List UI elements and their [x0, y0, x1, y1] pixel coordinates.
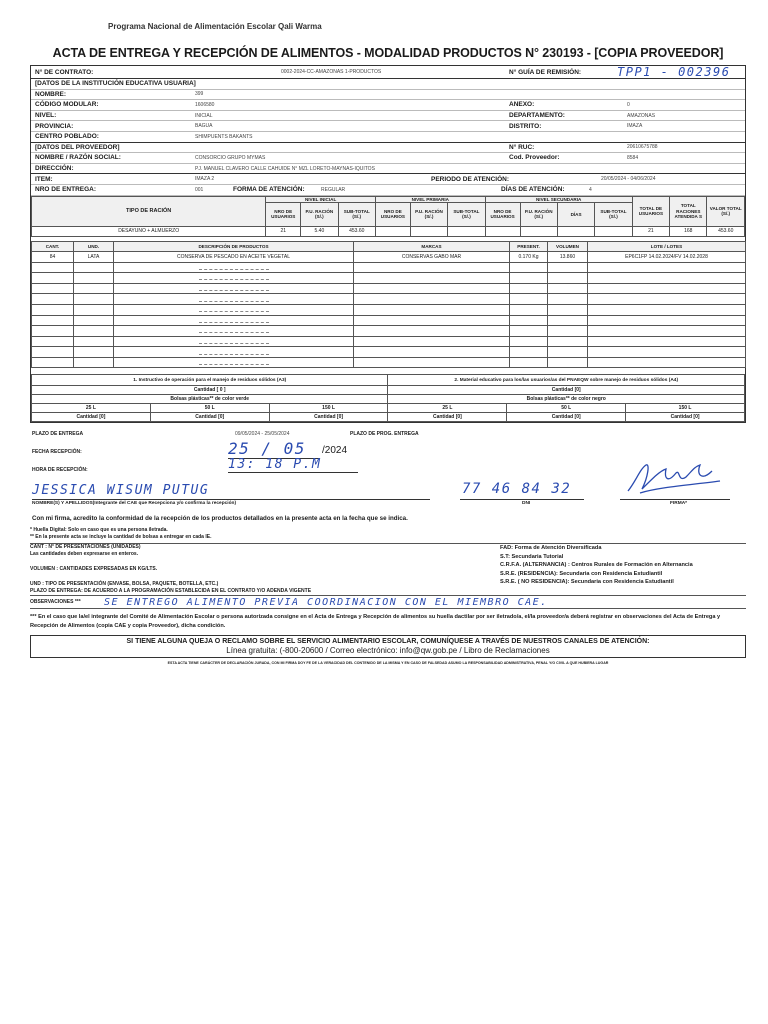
bag-size: 50 L	[150, 404, 269, 413]
note-bags: ** En la presente acta se incluye la cantidad de bolsas a entregar en cada IE.	[30, 534, 212, 541]
empty-cell	[510, 294, 548, 305]
product-cant: 84	[32, 251, 74, 262]
empty-cell	[114, 304, 354, 315]
empty-cell	[588, 273, 746, 284]
bag-amount: Cantidad [0]	[507, 413, 626, 422]
empty-cell	[74, 326, 114, 337]
empty-cell	[548, 283, 588, 294]
name-caption: NOMBRE(S) Y APELLIDOS(Integrante del CAE que Recepciona y/o confirma la recepción)	[32, 501, 237, 507]
instructives-table	[31, 374, 745, 422]
col-present: PRESENT.	[510, 241, 548, 251]
product-und: LATA	[74, 251, 114, 262]
days-label: DÍAS DE ATENCIÓN:	[501, 186, 565, 194]
guide-value: TPP1 - 002396	[617, 65, 731, 79]
dni-caption: DNI	[522, 501, 531, 507]
bag-size: 150 L	[269, 404, 388, 413]
dotted-line	[199, 286, 269, 291]
glossary-right	[500, 544, 746, 595]
gloss-sre-no: S.R.E. ( NO RESIDENCIA): Secundaria con Residencia Estudiantil	[500, 579, 674, 586]
delivery-number-row	[31, 185, 745, 196]
contract-value: 0002-2024-CC-AMAZONAS 1-PRODUCTOS	[281, 69, 382, 75]
dotted-line	[199, 297, 269, 302]
empty-cell	[32, 273, 74, 284]
p-sub-header: SUB-TOTAL (S/.)	[448, 202, 485, 226]
empty-cell	[114, 336, 354, 347]
empty-cell	[588, 347, 746, 358]
empty-cell	[32, 336, 74, 347]
receiver-name: JESSICA WISUM PUTUG	[32, 483, 210, 499]
empty-cell	[74, 273, 114, 284]
dept-label: DEPARTAMENTO:	[509, 112, 565, 120]
instructives-quantity-row	[32, 386, 745, 395]
empty-product-row	[32, 262, 746, 273]
empty-cell	[114, 283, 354, 294]
reception-block	[30, 431, 746, 527]
item-value: IMAZA 2	[195, 176, 215, 183]
observations-label: OBSERVACIONES ***	[30, 599, 81, 606]
empty-product-row	[32, 294, 746, 305]
empty-cell	[74, 347, 114, 358]
empty-product-row	[32, 283, 746, 294]
program-name: Programa Nacional de Alimentación Escolar Qali Warma	[108, 22, 322, 31]
empty-cell	[588, 357, 746, 368]
empty-product-row	[32, 357, 746, 368]
p-users	[375, 226, 410, 236]
level-secondary-header: NIVEL SECUNDARIA	[485, 196, 632, 202]
empty-cell	[32, 304, 74, 315]
complaint-text: SI TIENE ALGUNA QUEJA O RECLAMO SOBRE EL SERVICIO ALIMENTARIO ESCOLAR, COMUNÍQUESE A TRAVÉS DE NUESTROS CANALES DE ATENCIÓN:	[126, 638, 650, 646]
dotted-line	[199, 318, 269, 323]
bag-size: 150 L	[626, 404, 745, 413]
empty-cell	[548, 262, 588, 273]
empty-cell	[114, 294, 354, 305]
empty-cell	[510, 336, 548, 347]
col-cant: CANT.	[32, 241, 74, 251]
empty-cell	[548, 273, 588, 284]
empty-product-row	[32, 273, 746, 284]
level-label: NIVEL:	[35, 112, 57, 120]
dotted-line	[199, 328, 269, 333]
bag-size: 25 L	[32, 404, 151, 413]
gloss-sre: S.R.E. (RESIDENCIA): Secundaria con Residencia Estudiantil	[500, 570, 663, 577]
instructive-right-title: 2. Material educativo para los/las usuarios/as del PNAEQW sobre manejo de residuos sólidos (A4)	[388, 375, 745, 386]
empty-cell	[74, 357, 114, 368]
gloss-cant2: Las cantidades deben expresarse en enteros.	[30, 551, 139, 558]
dotted-line	[199, 360, 269, 365]
year-value: /2024	[322, 445, 348, 457]
p-sub	[448, 226, 485, 236]
p-price	[410, 226, 447, 236]
empty-cell	[354, 283, 510, 294]
provider-section-row	[31, 143, 745, 154]
empty-cell	[74, 304, 114, 315]
dept-value: AMAZONAS	[627, 112, 656, 119]
empty-product-rows	[32, 262, 746, 368]
s-sub	[595, 226, 632, 236]
glossary-block	[30, 543, 746, 595]
products-header-row	[32, 241, 746, 251]
empty-product-row	[32, 347, 746, 358]
code-value: 1606580	[195, 101, 215, 108]
empty-cell	[510, 273, 548, 284]
empty-cell	[548, 315, 588, 326]
level-primary-header: NIVEL PRIMARIA	[375, 196, 485, 202]
address-label: DIRECCIÓN:	[35, 165, 74, 173]
institution-level-row	[31, 111, 745, 122]
empty-cell	[588, 283, 746, 294]
dotted-line	[199, 307, 269, 312]
empty-cell	[548, 326, 588, 337]
empty-cell	[354, 273, 510, 284]
empty-cell	[354, 304, 510, 315]
institution-name-value: 399	[195, 91, 204, 98]
empty-cell	[354, 347, 510, 358]
annex-value: 0	[627, 101, 630, 108]
institution-name-label: NOMBRE:	[35, 90, 67, 98]
i-users: 21	[266, 226, 301, 236]
ration-type: DESAYUNO + ALMUERZO	[32, 226, 266, 236]
dotted-line	[199, 275, 269, 280]
province-label: PROVINCIA:	[35, 122, 74, 130]
town-value: SHIMPUENTS BAKANTS	[195, 133, 253, 140]
bag-amount: Cantidad [0]	[269, 413, 388, 422]
delivery-number-label: NRO DE ENTREGA:	[35, 186, 97, 194]
gloss-fad: FAD: Forma de Atención Diversificada	[500, 545, 602, 552]
dotted-line	[199, 265, 269, 270]
empty-cell	[354, 336, 510, 347]
gloss-crfa: C.R.F.A. (ALTERNANCIA) : Centros Rurales de Formación en Alternancia	[500, 562, 693, 569]
s-price-header: P.U. RACIÓN (S/.)	[520, 202, 557, 226]
empty-cell	[354, 326, 510, 337]
town-label: CENTRO POBLADO:	[35, 133, 99, 141]
empty-cell	[114, 273, 354, 284]
period-label: PERIODO DE ATENCIÓN:	[431, 175, 510, 183]
i-sub-header: SUB-TOTAL (S/.)	[338, 202, 375, 226]
empty-cell	[114, 315, 354, 326]
empty-cell	[32, 315, 74, 326]
instructive-left-qty: Cantidad [ 0 ]	[32, 386, 388, 395]
empty-product-row	[32, 336, 746, 347]
col-desc: DESCRIPCIÓN DE PRODUCTOS	[114, 241, 354, 251]
province-value: BAGUA	[195, 123, 213, 130]
empty-product-row	[32, 315, 746, 326]
empty-cell	[114, 326, 354, 337]
product-volume: 13.860	[548, 251, 588, 262]
empty-cell	[588, 294, 746, 305]
empty-cell	[74, 283, 114, 294]
institution-province-row	[31, 121, 745, 132]
provider-code-label: Cod. Proveedor:	[509, 154, 560, 162]
signature-icon	[620, 457, 724, 501]
empty-cell	[114, 347, 354, 358]
empty-cell	[548, 294, 588, 305]
s-users-header: NRO DE USUARIOS	[485, 202, 520, 226]
provider-address-row	[31, 164, 745, 175]
code-label: CÓDIGO MODULAR:	[35, 101, 99, 109]
empty-cell	[588, 262, 746, 273]
ration-row	[32, 226, 745, 236]
total-users: 21	[632, 226, 669, 236]
form-frame	[30, 65, 746, 423]
observations-value: SE ENTREGO ALIMENTO PREVIA COORDINACION CON EL MIEMBRO CAE.	[104, 596, 548, 608]
i-price: 5.40	[301, 226, 338, 236]
deadline-label: PLAZO DE ENTREGA	[32, 431, 84, 438]
date-label: FECHA RECEPCIÓN:	[32, 449, 82, 456]
empty-cell	[588, 336, 746, 347]
time-value: 13: 18 P.M	[228, 457, 358, 473]
empty-cell	[510, 283, 548, 294]
instructive-left-title: 1. Instructivo de operación para el manejo de residuos sólidos (A3)	[32, 375, 388, 386]
empty-cell	[588, 326, 746, 337]
form-value: REGULAR	[321, 186, 346, 193]
ration-table	[31, 196, 745, 237]
total-rations: 168	[670, 226, 707, 236]
receiver-dni: 77 46 84 32	[462, 481, 572, 498]
empty-cell	[510, 357, 548, 368]
address-value: PJ. MANUEL CLAVERO CALLE CAHUIDE N° MZL LORETO-MAYNAS-IQUITOS	[195, 165, 375, 172]
empty-cell	[588, 315, 746, 326]
institution-section: [DATOS DE LA INSTITUCIÓN EDUCATIVA USUARIA]	[35, 80, 196, 88]
empty-cell	[354, 315, 510, 326]
total-users-header: TOTAL DE USUARIOS	[632, 196, 669, 226]
empty-cell	[32, 326, 74, 337]
value-header: VALOR TOTAL (S/.)	[707, 196, 745, 226]
product-desc: CONSERVA DE PESCADO EN ACEITE VEGETAL	[114, 251, 354, 262]
col-und: UND.	[74, 241, 114, 251]
bag-size: 50 L	[507, 404, 626, 413]
document-page	[30, 22, 746, 665]
empty-cell	[354, 294, 510, 305]
product-brand: CONSERVAS GABO MAR	[354, 251, 510, 262]
provider-code-value: 8584	[627, 154, 639, 161]
gloss-und: UND : TIPO DE PRESENTACIÓN (ENVASE, BOLSA, PAQUETE, BOTELLA, ETC.)	[30, 581, 219, 588]
empty-cell	[548, 304, 588, 315]
empty-cell	[548, 357, 588, 368]
form-label: FORMA DE ATENCIÓN:	[233, 186, 305, 194]
empty-cell	[32, 357, 74, 368]
empty-cell	[114, 357, 354, 368]
ruc-label: N° RUC:	[509, 143, 535, 151]
illiterate-note: *** En el caso que la/el integrante del Comité de Alimentación Escolar o persona autorizada consigne en el Acta de Entrega y Recepción de alimentos su huella dactilar por ser iletrado/a, el/la proveedor/a deberá registrar en observaciones del Acta de Entrega y Recepción de Alimentos (copia CAE y copia Proveedor), dicha condición.	[30, 614, 721, 630]
delivery-item-row	[31, 174, 745, 185]
institution-section-row	[31, 79, 745, 90]
dotted-line	[199, 350, 269, 355]
gloss-cant: CANT : N° DE PRESENTACIONES (UNIDADES)	[30, 544, 141, 551]
conformity-text: Con mi firma, acredito la conformidad de la recepción de los productos detallados en la presente acta en la fecha que se indica.	[32, 515, 408, 523]
empty-cell	[588, 304, 746, 315]
extension-label: PLAZO DE PROG. ENTREGA	[350, 431, 419, 438]
empty-cell	[32, 283, 74, 294]
empty-cell	[510, 262, 548, 273]
guide-label: N° GUÍA DE REMISIÓN:	[509, 68, 582, 76]
i-sub: 453.60	[338, 226, 375, 236]
empty-cell	[32, 262, 74, 273]
level-value: INICIAL	[195, 112, 213, 119]
document-title: ACTA DE ENTREGA Y RECEPCIÓN DE ALIMENTOS - MODALIDAD PRODUCTOS N° 230193 - [COPIA PROVEEDOR]	[52, 46, 724, 60]
legal-note: ESTA ACTA TIENE CARÁCTER DE DECLARACIÓN JURADA, CON MI FIRMA DOY FE DE LA VERACIDAD DEL CONTENIDO DE LA MISMA Y EN CASO DE FALSEDAD ASUMO LA RESPONSABILIDAD ADMINISTRATIVA, PENAL Y/O CIVIL A QUE HUBIERA LUGAR	[167, 661, 609, 666]
i-price-header: P.U. RACIÓN (S/.)	[301, 202, 338, 226]
empty-cell	[510, 326, 548, 337]
bag-amount: Cantidad [0]	[150, 413, 269, 422]
col-volume: VOLUMEN	[548, 241, 588, 251]
bags-black-title: Bolsas plásticas** de color negro	[388, 395, 745, 404]
institution-town-row	[31, 132, 745, 143]
p-users-header: NRO DE USUARIOS	[375, 202, 410, 226]
empty-cell	[548, 336, 588, 347]
bag-amount: Cantidad [0]	[388, 413, 507, 422]
empty-cell	[548, 347, 588, 358]
period-value: 20/05/2024 - 04/06/2024	[601, 176, 656, 183]
empty-cell	[32, 347, 74, 358]
s-days	[557, 226, 594, 236]
s-sub-header: SUB-TOTAL (S/.)	[595, 202, 632, 226]
empty-product-row	[32, 326, 746, 337]
provider-name-row	[31, 153, 745, 164]
empty-product-row	[32, 304, 746, 315]
gloss-st: S.T: Secundaria Tutorial	[500, 553, 564, 560]
instructive-right-qty: Cantidad [0]	[388, 386, 745, 395]
notes-block	[30, 527, 746, 541]
empty-cell	[510, 304, 548, 315]
bag-size: 25 L	[388, 404, 507, 413]
provider-section: [DATOS DEL PROVEEDOR]	[35, 143, 120, 151]
complaint-channels: Línea gratuita: (-800-20600 / Correo electrónico: info@qw.gob.pe / Libro de Reclamaciones	[226, 646, 550, 656]
gloss-volume: VOLUMEN : CANTIDADES EXPRESADAS EN KG/LTS.	[30, 566, 158, 573]
deadline-value: 09/05/2024 - 25/05/2024	[235, 431, 290, 438]
ration-type-header: TIPO DE RACIÓN	[32, 196, 266, 226]
col-brand: MARCAS	[354, 241, 510, 251]
total-value: 453.60	[707, 226, 745, 236]
item-label: ITEM:	[35, 175, 53, 183]
level-initial-header: NIVEL INICIAL	[266, 196, 376, 202]
days-value: 4	[589, 186, 592, 193]
s-price	[520, 226, 557, 236]
district-value: IMAZA	[627, 123, 643, 130]
time-label: HORA DE RECEPCIÓN:	[32, 467, 88, 474]
p-price-header: P.U. RACIÓN (S/.)	[410, 202, 447, 226]
delivery-number-value: 001	[195, 186, 204, 193]
bags-title-row	[32, 395, 745, 404]
empty-cell	[32, 294, 74, 305]
glossary-left	[30, 544, 500, 595]
note-fingerprint: * Huella Digital: Solo en caso que es una persona iletrada.	[30, 527, 168, 534]
i-users-header: NRO DE USUARIOS	[266, 202, 301, 226]
provider-name-value: CONSORCIO GRUPO MYMAS	[195, 154, 266, 161]
empty-cell	[510, 347, 548, 358]
empty-cell	[354, 357, 510, 368]
date-value: 25 / 05	[228, 439, 320, 459]
bags-green-title: Bolsas plásticas** de color verde	[32, 395, 388, 404]
ruc-value: 20610675788	[627, 144, 658, 151]
empty-cell	[114, 262, 354, 273]
bag-amounts-row	[32, 413, 745, 422]
empty-cell	[74, 294, 114, 305]
institution-name-row	[31, 90, 745, 101]
product-present: 0.170 Kg	[510, 251, 548, 262]
contract-row	[31, 66, 745, 79]
annex-label: ANEXO:	[509, 101, 535, 109]
empty-cell	[74, 315, 114, 326]
empty-cell	[74, 336, 114, 347]
total-rations-header: TOTAL RACIONES ATENDIDA S	[670, 196, 707, 226]
products-table	[31, 241, 746, 369]
contract-label: N° DE CONTRATO:	[35, 68, 94, 76]
empty-cell	[510, 315, 548, 326]
empty-cell	[354, 262, 510, 273]
empty-cell	[74, 262, 114, 273]
product-row	[32, 251, 746, 262]
bag-amount: Cantidad [0]	[32, 413, 151, 422]
dotted-line	[199, 339, 269, 344]
col-lot: LOTE / LOTES	[588, 241, 746, 251]
s-users	[485, 226, 520, 236]
bag-amount: Cantidad [0]	[626, 413, 745, 422]
bag-sizes-row	[32, 404, 745, 413]
instructives-title-row	[32, 375, 745, 386]
complaint-box	[30, 635, 746, 658]
gloss-plazo: PLAZO DE ENTREGA: DE ACUERDO A LA PROGRAMACIÓN ESTABLECIDA EN EL CONTRATO Y/O ADENDA VIGENTE	[30, 588, 312, 595]
product-lot: EP6C1FP 14.02.2024/FV 14.02.2028	[588, 251, 746, 262]
provider-name-label: NOMBRE / RAZÓN SOCIAL:	[35, 154, 121, 162]
s-days-header: DÍAS	[557, 202, 594, 226]
observations-row	[30, 595, 746, 609]
district-label: DISTRITO:	[509, 122, 542, 130]
institution-code-row	[31, 100, 745, 111]
signature-caption: FIRMA*	[670, 501, 688, 507]
